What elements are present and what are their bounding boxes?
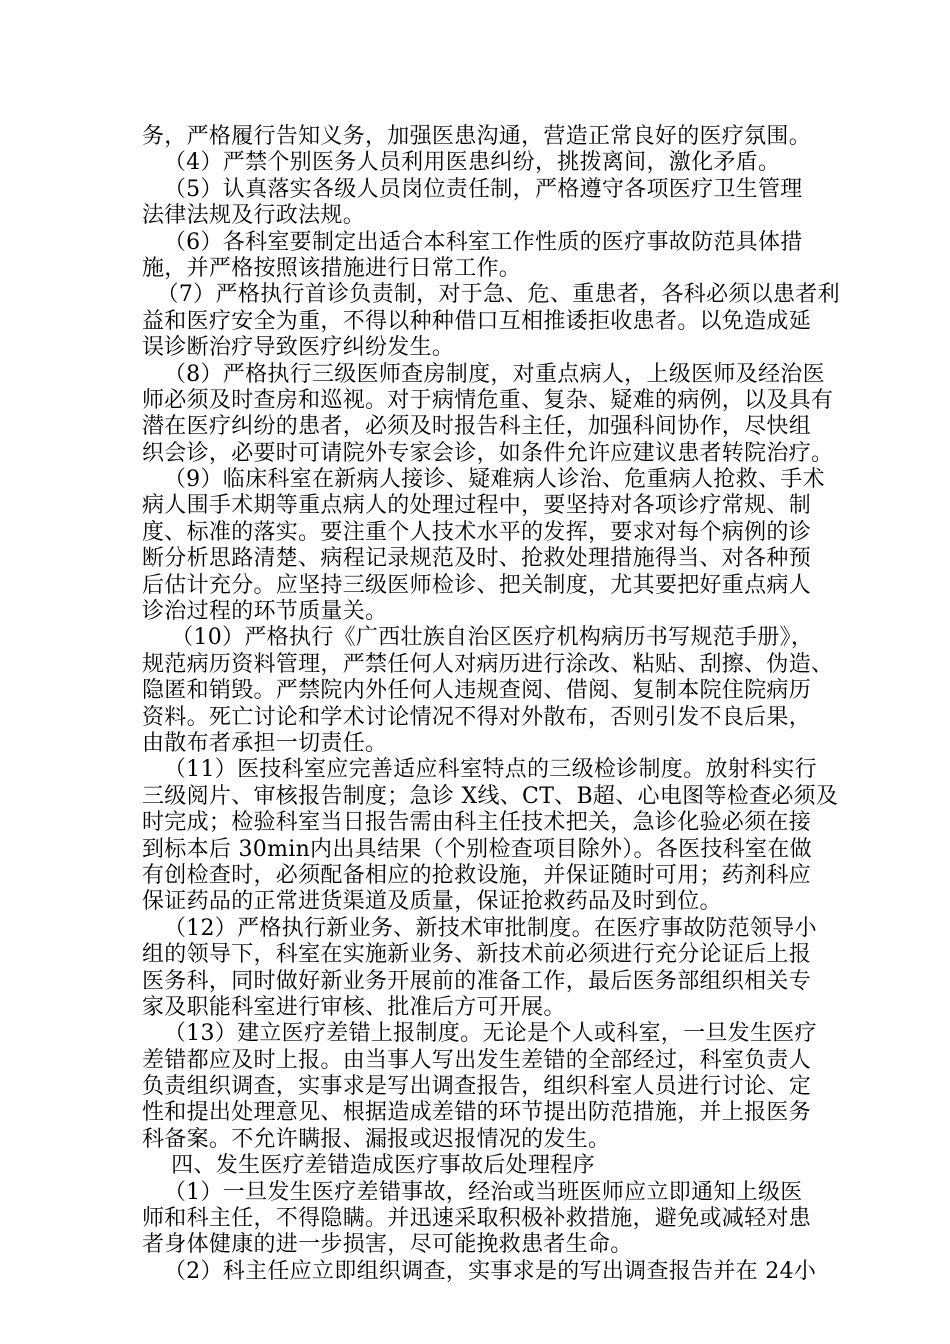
text-line: 师和科主任，不得隐瞒。并迅速采取积极补救措施，避免或减轻对患 bbox=[142, 1206, 812, 1232]
text-line: 科备案。不允许瞒报、漏报或迟报情况的发生。 bbox=[142, 1126, 611, 1152]
text-line: 后估计充分。应坚持三级医师检诊、把关制度，尤其要把好重点病人 bbox=[142, 572, 812, 598]
text-line: 度、标准的落实。要注重个人技术水平的发挥，要求对每个病例的诊 bbox=[142, 519, 812, 545]
text-line: 组的领导下，科室在实施新业务、新技术前必须进行充分论证后上报 bbox=[142, 942, 812, 968]
text-line: 性和提出处理意见、根据造成差错的环节提出防范措施，并上报医务 bbox=[142, 1100, 812, 1126]
text-line: （6）各科室要制定出适合本科室工作性质的医疗事故防范具体措 bbox=[142, 229, 803, 255]
text-line: （5）认真落实各级人员岗位责任制，严格遵守各项医疗卫生管理 bbox=[142, 176, 803, 202]
text-line: 由散布者承担一切责任。 bbox=[142, 730, 388, 756]
text-line: 潜在医疗纠纷的患者，必须及时报告科主任，加强科间协作，尽快组 bbox=[142, 414, 812, 440]
text-line: （8）严格执行三级医师查房制度，对重点病人，上级医师及经治医 bbox=[142, 361, 825, 387]
text-line: 规范病历资料管理，严禁任何人对病历进行涂改、粘贴、刮擦、伪造、 bbox=[142, 651, 834, 677]
text-line: （7）严格执行首诊负责制，对于急、危、重患者，各科必须以患者利 bbox=[142, 282, 840, 308]
text-line: （4）严禁个别医务人员利用医患纠纷，挑拨离间，激化矛盾。 bbox=[142, 150, 781, 176]
text-line: 负责组织调查，实事求是写出调查报告，组织科室人员进行讨论、定 bbox=[142, 1074, 812, 1100]
text-line: 三级阅片、审核报告制度；急诊 X线、CT、B超、心电图等检查必须及 bbox=[142, 783, 839, 809]
text-line: 家及职能科室进行审核、批准后方可开展。 bbox=[142, 994, 566, 1020]
text-line: 四、发生医疗差错造成医疗事故后处理程序 bbox=[142, 1153, 595, 1179]
text-line: （9）临床科室在新病人接诊、疑难病人诊治、危重病人抢救、手术 bbox=[142, 467, 825, 493]
text-line: 医务科，同时做好新业务开展前的准备工作，最后医务部组织相关专 bbox=[142, 968, 812, 994]
text-line: 务，严格履行告知义务，加强医患沟通，营造正常良好的医疗氛围。 bbox=[142, 124, 812, 149]
text-line: 断分析思路清楚、病程记录规范及时、抢救处理措施得当、对各种预 bbox=[142, 546, 812, 572]
text-line: 者身体健康的进一步损害，尽可能挽救患者生命。 bbox=[142, 1232, 633, 1258]
text-line: 织会诊，必要时可请院外专家会诊，如条件允许应建议患者转院治疗。 bbox=[142, 440, 834, 466]
text-line: （10）严格执行《广西壮族自治区医疗机构病历书写规范手册》， bbox=[142, 625, 814, 651]
text-line: 到标本后 30min内出具结果（个别检查项目除外）。各医技科室在做 bbox=[142, 836, 812, 862]
document-body bbox=[142, 124, 840, 1285]
text-line: 法律法规及行政法规。 bbox=[142, 203, 366, 229]
text-line: 有创检查时，必须配备相应的抢救设施，并保证随时可用；药剂科应 bbox=[142, 862, 812, 888]
text-line: （1）一旦发生医疗差错事故，经治或当班医师应立即通知上级医 bbox=[142, 1179, 803, 1205]
text-line: （12）严格执行新业务、新技术审批制度。在医疗事故防范领导小 bbox=[142, 915, 817, 941]
text-line: （11）医技科室应完善适应科室特点的三级检诊制度。放射科实行 bbox=[142, 757, 817, 783]
text-line: 师必须及时查房和巡视。对于病情危重、复杂、疑难的病例，以及具有 bbox=[142, 387, 834, 413]
text-line: 资料。死亡讨论和学术讨论情况不得对外散布，否则引发不良后果， bbox=[142, 704, 812, 730]
text-line: 时完成；检验科室当日报告需由科主任技术把关，急诊化验必须在接 bbox=[142, 810, 812, 836]
text-line: 保证药品的正常进货渠道及质量，保证抢救药品及时到位。 bbox=[142, 889, 722, 915]
text-line: 病人围手术期等重点病人的处理过程中，要坚持对各项诊疗常规、制 bbox=[142, 493, 812, 519]
text-line: 益和医疗安全为重，不得以种种借口互相推诿拒收患者。以免造成延 bbox=[142, 308, 812, 334]
text-line: （13）建立医疗差错上报制度。无论是个人或科室，一旦发生医疗 bbox=[142, 1021, 817, 1047]
text-line: 差错都应及时上报。由当事人写出发生差错的全部经过，科室负责人 bbox=[142, 1047, 812, 1073]
text-line: （2）科主任应立即组织调查，实事求是的写出调查报告并在 24小 bbox=[142, 1258, 817, 1284]
text-line: 隐匿和销毁。严禁院内外任何人违规查阅、借阅、复制本院住院病历 bbox=[142, 678, 812, 704]
text-line: 诊治过程的环节质量关。 bbox=[142, 599, 388, 625]
text-line: 误诊断治疗导致医疗纠纷发生。 bbox=[142, 335, 455, 361]
text-line: 施，并严格按照该措施进行日常工作。 bbox=[142, 255, 522, 281]
